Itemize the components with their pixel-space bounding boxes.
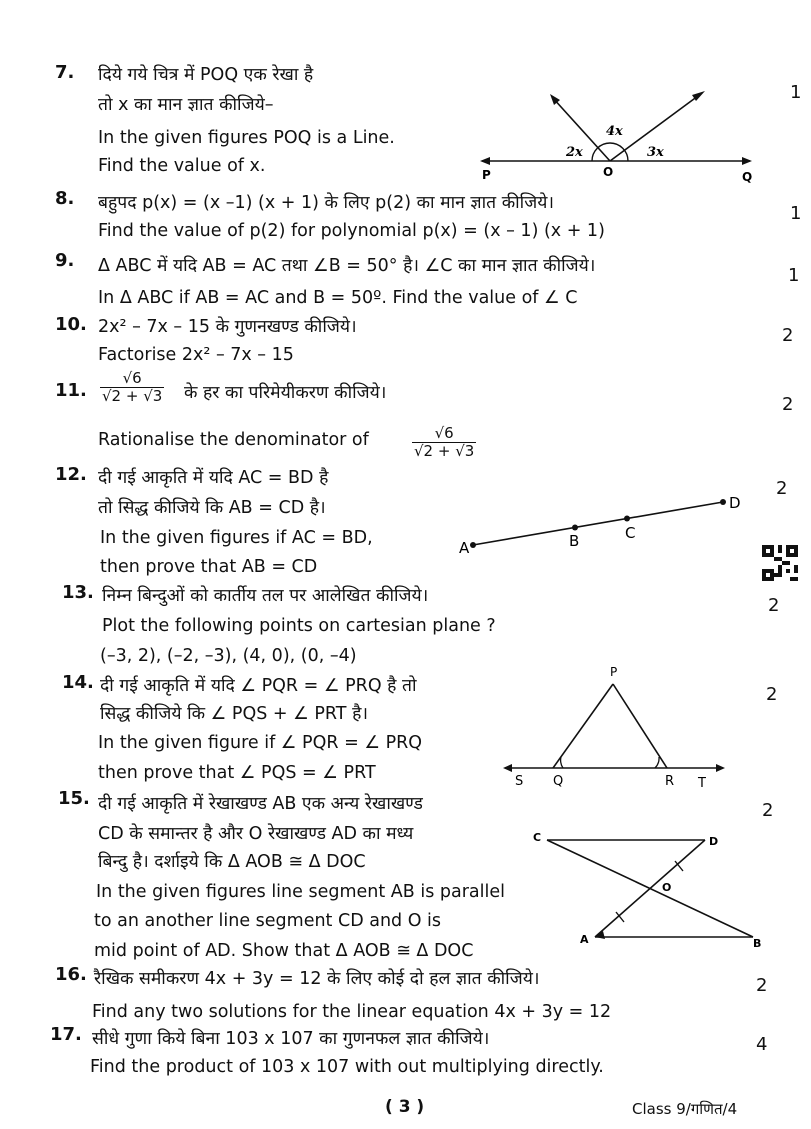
vertex-label-r: R [665,774,675,789]
question-number: 11. [55,380,87,401]
question-marks: 2 [782,394,794,415]
point-label-a: A [459,539,470,557]
question-text-hindi: CD के समान्तर है और O रेखाखण्ड AD का मध्य [98,824,414,844]
question-text-hindi: तो सिद्ध कीजिये कि AB = CD है। [98,498,326,518]
question-text-english: then prove that ∠ PQS = ∠ PRT [98,763,376,783]
question-text-english: Find the product of 103 x 107 with out multiplying directly. [90,1057,604,1077]
question-marks: 1 [788,265,800,286]
question-text-english: In the given figures if AC = BD, [100,528,373,548]
point-label-o: O [603,165,614,179]
point-label-p: P [482,168,491,182]
question-marks: 2 [766,684,778,705]
fraction-numerator: √6 [100,370,164,388]
question-text-hindi: बिन्दु है। दर्शाइये कि Δ AOB ≅ Δ DOC [98,852,366,872]
question-text-english: Factorise 2x² – 7x – 15 [98,345,294,365]
question-text-hindi: दिये गये चित्र में POQ एक रेखा है [98,65,314,85]
point-label-b: B [569,532,580,550]
point-label-b: B [753,937,762,950]
question-number: 9. [55,250,75,271]
parallel-segments-figure [525,825,775,955]
point-label-q: Q [742,170,753,184]
question-marks: 2 [768,595,780,616]
question-number: 8. [55,188,75,209]
question-text-hindi: सिद्ध कीजिये कि ∠ PQS + ∠ PRT है। [100,704,368,724]
line-segment-figure [455,488,755,558]
question-text-hindi: दी गई आकृति में यदि AC = BD है [98,468,329,488]
angle-label: 2x [566,145,583,160]
point-label-d: D [729,494,741,512]
page-number: ( 3 ) [385,1097,425,1117]
question-number: 14. [62,672,94,693]
fraction [100,370,164,405]
question-text-english: to an another line segment CD and O is [94,911,442,931]
point-label-d: D [709,835,719,848]
question-text-english: mid point of AD. Show that Δ AOB ≅ Δ DOC [94,941,474,961]
point-label-c: C [625,524,636,542]
question-text-english: Rationalise the denominator of [98,430,369,450]
fraction [412,425,476,460]
question-text-english: Plot the following points on cartesian plane ? [102,616,496,636]
question-text-hindi: तो x का मान ज्ञात कीजिये– [98,95,274,115]
question-number: 17. [50,1024,82,1045]
question-marks: 1 [790,203,802,224]
fraction-denominator: √2 + √3 [102,387,163,405]
triangle-figure [495,662,735,792]
class-footer: Class 9/गणित/4 [632,1100,738,1118]
point-label-s: S [515,774,524,789]
question-text-english: then prove that AB = CD [100,557,318,577]
question-marks: 2 [756,975,768,996]
question-number: 7. [55,62,75,83]
fraction-numerator: √6 [412,425,476,443]
question-text-english: In the given figures line segment AB is parallel [96,882,505,902]
point-label-t: T [698,776,706,791]
vertex-label-q: Q [553,774,564,789]
question-number: 13. [62,582,94,603]
question-text-hindi: दी गई आकृति में यदि ∠ PQR = ∠ PRQ है तो [100,676,417,696]
question-text-hindi: रैखिक समीकरण 4x + 3y = 12 के लिए कोई दो हल ज्ञात कीजिये। [94,969,540,989]
question-number: 16. [55,964,87,985]
question-number: 10. [55,314,87,335]
question-marks: 2 [776,478,788,499]
question-text-hindi: 2x² – 7x – 15 के गुणनखण्ड कीजिये। [98,317,357,337]
point-label-a: A [580,933,589,946]
question-text-hindi: बहुपद p(x) = (x –1) (x + 1) के लिए p(2) का मान ज्ञात कीजिये। [98,193,554,213]
point-label-c: C [533,831,542,844]
question-number: 15. [58,788,90,809]
question-text-hindi: के हर का परिमेयीकरण कीजिये। [184,383,387,403]
question-marks: 4 [756,1034,768,1055]
vertex-label-p: P [610,665,618,679]
question-number: 12. [55,464,87,485]
question-text-english: (–3, 2), (–2, –3), (4, 0), (0, –4) [100,646,357,666]
angle-label: 4x [606,124,623,139]
question-text-hindi: निम्न बिन्दुओं को कार्तीय तल पर आलेखित कीजिये। [102,586,429,606]
point-label-o: O [662,881,672,894]
question-marks: 1 [790,82,802,103]
question-text-english: In Δ ABC if AB = AC and B = 50º. Find the value of ∠ C [98,288,578,308]
question-text-english: Find the value of p(2) for polynomial p(x) = (x – 1) (x + 1) [98,221,605,241]
question-text-hindi: Δ ABC में यदि AB = AC तथा ∠B = 50° है। ∠C का मान ज्ञात कीजिये। [98,256,596,276]
question-text-english: In the given figures POQ is a Line. [98,128,395,148]
qr-code-icon [762,545,798,581]
question-text-hindi: दी गई आकृति में रेखाखण्ड AB एक अन्य रेखाखण्ड [98,794,423,814]
question-text-english: Find the value of x. [98,156,266,176]
question-marks: 2 [782,325,794,346]
fraction-denominator: √2 + √3 [414,442,475,460]
angle-label: 3x [647,145,664,160]
question-text-english: Find any two solutions for the linear equation 4x + 3y = 12 [92,1002,612,1022]
line-angle-figure [470,85,760,185]
question-text-hindi: सीधे गुणा किये बिना 103 x 107 का गुणनफल ज्ञात कीजिये। [92,1029,490,1049]
question-marks: 2 [762,800,774,821]
question-text-english: In the given figure if ∠ PQR = ∠ PRQ [98,733,423,753]
